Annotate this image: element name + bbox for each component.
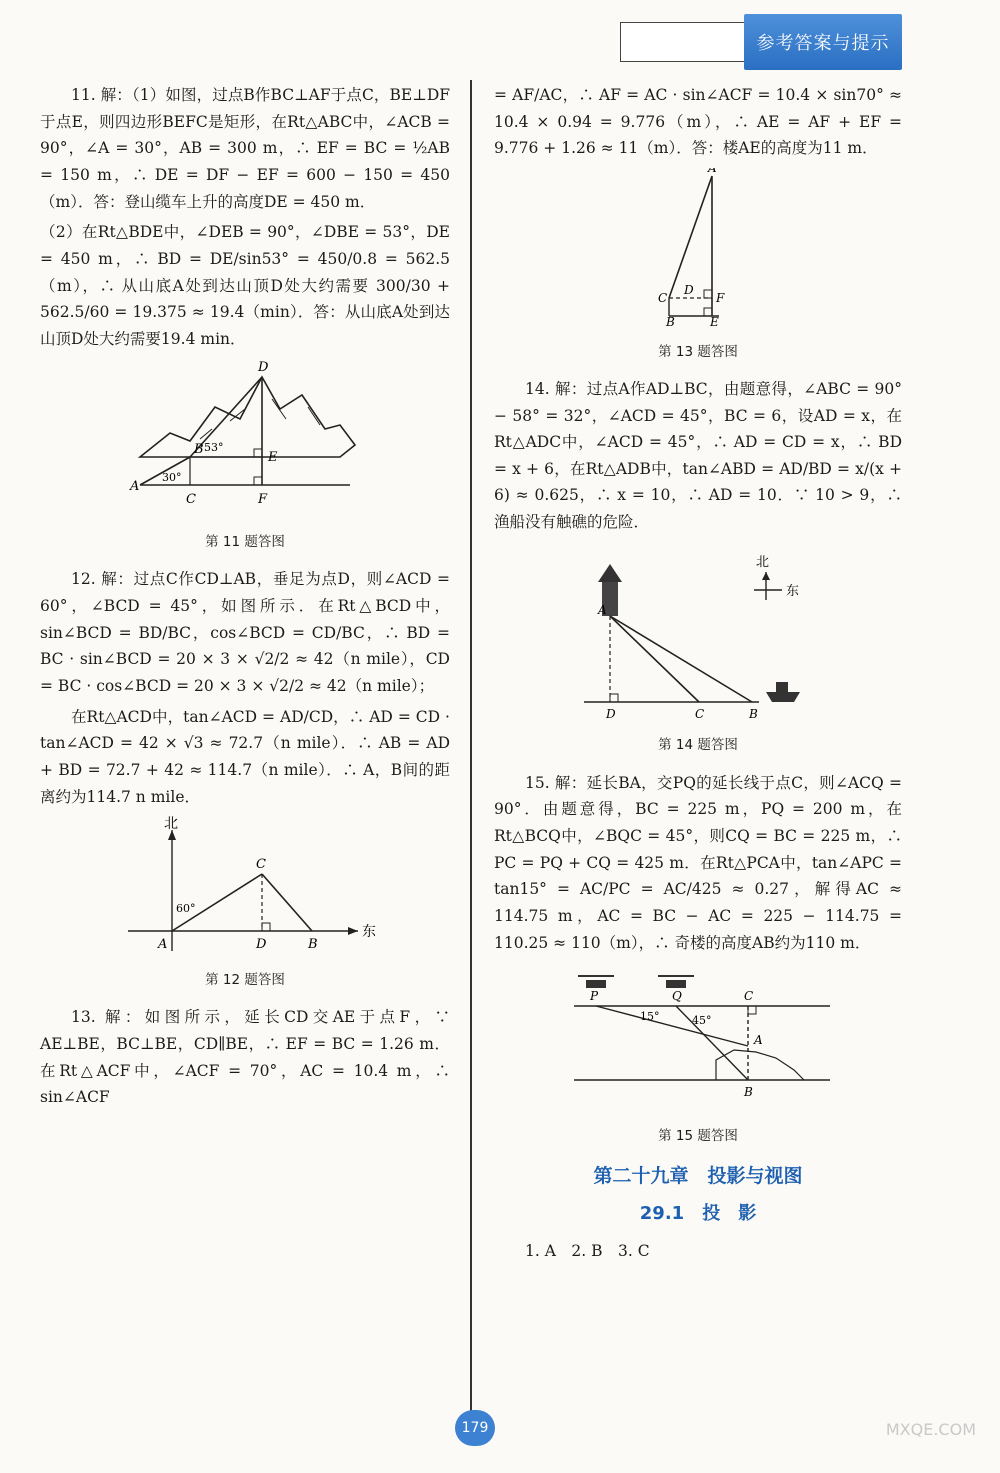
fig14-label-north: 北: [756, 554, 770, 570]
fig15-label-P: P: [590, 989, 599, 1004]
figure-12: [40, 816, 450, 965]
figure-14: [494, 542, 902, 731]
figure-15-diagram: [494, 962, 902, 1112]
drone-icon-p: [578, 976, 614, 988]
header-blank-box: [620, 22, 746, 62]
fig14-label-D: D: [606, 706, 616, 721]
fig14-label-east: 东: [786, 583, 800, 599]
fig12-label-east: 东: [362, 924, 376, 941]
figure-11: [40, 359, 450, 528]
figure-13-caption: 第 13 题答图: [658, 343, 738, 360]
left-column: [40, 82, 450, 1115]
fig13-label-B: B: [666, 314, 675, 328]
fig11-label-A: A: [130, 478, 140, 494]
fig12-label-C: C: [256, 857, 266, 873]
fig11-label-D: D: [258, 359, 269, 375]
fig13-label-C: C: [658, 290, 668, 305]
problem-12-part1: 12. 解：过点C作CD⊥AB，垂足为点D，则∠ACD = 60°，∠BCD = 45°，如图所示．在Rt△BCD中，sin∠BCD = BD/BC，cos∠BCD = CD/BC，∴ BD = BC · sin∠BCD = 20 × 3 × √2/2 ≈ 42（n mile），CD = BC · cos∠BCD = 20 × 3 × √2/2 ≈ 42（n mile）；: [40, 570, 450, 696]
fig15-angle-45: 45°: [692, 1014, 712, 1028]
fig15-label-C: C: [744, 989, 754, 1004]
figure-14-diagram: [494, 542, 902, 722]
fig11-label-F: F: [258, 491, 268, 507]
fig15-label-Q: Q: [672, 989, 682, 1004]
problem-15: 15. 解：延长BA，交PQ的延长线于点C，则∠ACQ = 90°．由题意得，BC = 225 m，PQ = 200 m，在Rt△BCQ中，∠BQC = 45°，则CQ = BC = 225 m，∴ PC = PQ + CQ = 425 m．在Rt△PCA中，tan∠APC = tan15° = AC/PC = AC/425 ≈ 0.27，解得AC ≈ 114.75 m，AC = BC − AC = 225 − 114.75 = 110.25 ≈ 110（m），∴ 奇楼的高度AB约为110 m．: [494, 773, 902, 952]
watermark-text: MXQE.COM: [885, 1420, 976, 1439]
fig14-label-C: C: [695, 706, 705, 721]
fig11-label-E: E: [268, 449, 278, 465]
fig11-label-B: B: [194, 441, 204, 457]
problem-13-part1: 13. 解：如图所示，延长CD交AE于点F，∵ AE⊥BE，BC⊥BE，CD∥BE，∴ EF = BC = 1.26 m．在Rt△ACF中，∠ACF = 70°，AC = 10.4 m，∴ sin∠ACF: [40, 1008, 450, 1107]
column-divider: [470, 80, 472, 1440]
page-number: 179: [455, 1410, 495, 1446]
figure-13-diagram: [494, 168, 902, 328]
problem-12-part2: 在Rt△ACD中，tan∠ACD = AD/CD，∴ AD = CD · tan∠ACD = 42 × √3 ≈ 72.7（n mile）．∴ AB = AD + BD = 72.7 + 42 ≈ 114.7（n mile）．∴ A，B间的距离约为114.7 n mile．: [40, 707, 450, 806]
problem-14: 14. 解：过点A作AD⊥BC，由题意得，∠ABC = 90° − 58° = 32°，∠ACD = 45°，BC = 6，设AD = x，在Rt△ADC中，∠ACD = 45°，∴ AD = CD = x，∴ BD = x + 6，在Rt△ADB中，tan∠ABD = AD/BD = x/(x + 6) ≈ 0.625，∴ x = 10，∴ AD = 10．∵ 10 > 9，∴ 渔船没有触礁的危险．: [494, 379, 902, 532]
right-column: [494, 82, 902, 1268]
fig14-label-A: A: [598, 602, 607, 617]
header-title: 参考答案与提示: [744, 14, 902, 70]
answers-29-1: 1. A 2. B 3. C: [525, 1241, 650, 1260]
figure-12-diagram: [40, 816, 450, 956]
fig11-angle-53: 53°: [204, 440, 224, 454]
fishing-boat-icon: [766, 692, 800, 702]
fig13-label-A: A: [708, 167, 717, 175]
fig12-label-north: 北: [164, 816, 178, 833]
fig11-angle-30: 30°: [162, 470, 182, 484]
figure-12-caption: 第 12 题答图: [205, 972, 285, 988]
fig13-label-D: D: [684, 282, 694, 297]
fig13-label-E: E: [710, 314, 719, 328]
fig12-label-D: D: [256, 937, 267, 953]
figure-11-caption: 第 11 题答图: [205, 534, 285, 551]
fig11-label-C: C: [186, 491, 196, 507]
fig15-angle-15: 15°: [640, 1010, 660, 1024]
fig15-label-B: B: [744, 1085, 753, 1100]
problem-11-part2: （2）在Rt△BDE中，∠DEB = 90°，∠DBE = 53°，DE = 450 m，∴ BD = DE/sin53° = 450/0.8 = 562.5（m），∴ 从山底A处到达山顶D处大约需要 300/30 + 562.5/60 = 19.375 ≈ 19.4（min）．答：从山底A处到达山顶D处大约需要19.4 min．: [40, 223, 450, 348]
figure-11-diagram: [40, 359, 450, 519]
fig12-angle-60: 60°: [176, 902, 196, 916]
fig12-label-A: A: [158, 937, 168, 953]
drone-icon-q: [658, 976, 694, 988]
figure-14-caption: 第 14 题答图: [658, 737, 738, 754]
fig12-label-B: B: [308, 937, 318, 953]
figure-13: [494, 168, 902, 337]
section-title: 29.1 投 影: [639, 1202, 757, 1224]
chapter-title: 第二十九章 投影与视图: [593, 1165, 803, 1188]
problem-11-part1: 11. 解：（1）如图，过点B作BC⊥AF于点C，BE⊥DF于点E，则四边形BEFC是矩形，在Rt△ABC中，∠ACB = 90°，∠A = 30°，AB = 300 m，∴ EF = BC = ½AB = 150 m，∴ DE = DF − EF = 600 − 150 = 450（m）．答：登山缆车上升的高度DE = 450 m．: [40, 86, 450, 211]
problem-13-part2: = AF/AC，∴ AF = AC · sin∠ACF = 10.4 × sin70° ≈ 10.4 × 0.94 = 9.776（m），∴ AE = AF + EF = 9.776 + 1.26 ≈ 11（m）．答：楼AE的高度为11 m．: [494, 86, 902, 158]
fig14-label-B: B: [749, 706, 758, 721]
fig15-label-A: A: [754, 1033, 763, 1048]
figure-15: [494, 962, 902, 1121]
figure-15-caption: 第 15 题答图: [658, 1127, 738, 1144]
fig13-label-F: F: [716, 290, 725, 305]
